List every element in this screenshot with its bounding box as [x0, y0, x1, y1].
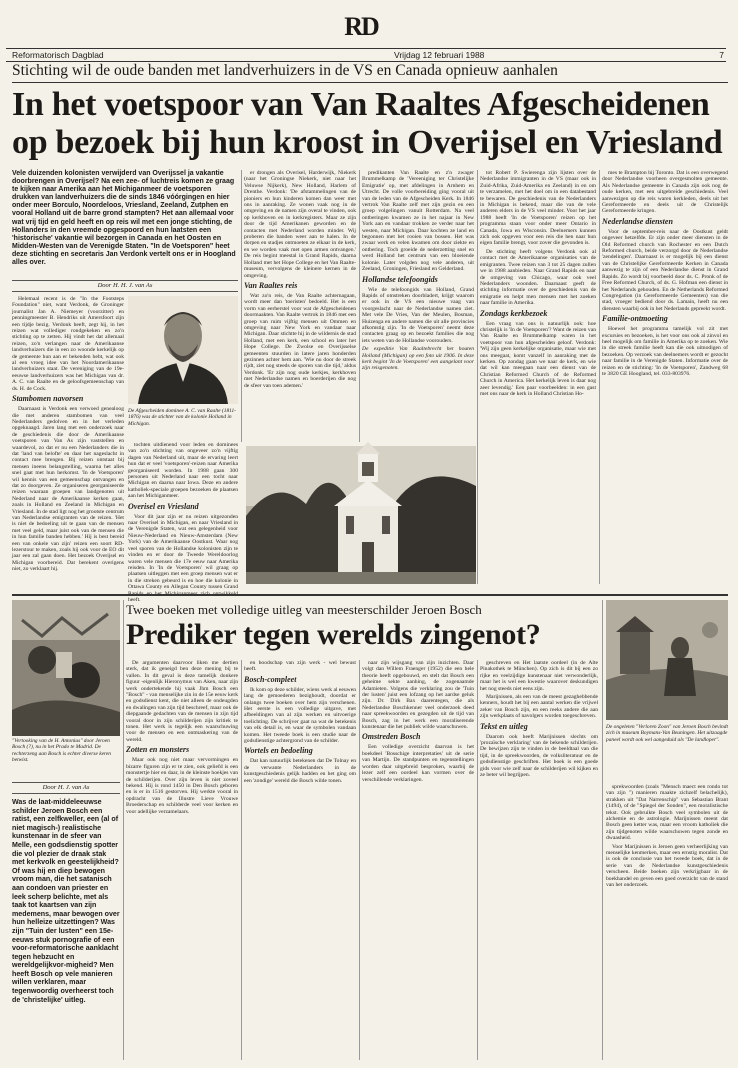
antonius-caption: "Vertooking van de H. Antonius" door Jeroen Bosch (?), nu in het Prado te Madrid. De rechterzeng aan Bosch is echter diverse keren betwist.	[12, 738, 111, 763]
article2-headline: Prediker tegen werelds zingenot?	[126, 618, 541, 651]
article1-column-5	[480, 170, 596, 584]
subheading: Wortels en bedoeling	[244, 746, 313, 756]
paragraph: Wat zo'n reis, de Van Raalte achternagaan, wordt meer dan 'toeristen' bedoeld. Het is een vorm van eerherstel voor wat de Afgescheidenen doormaakten. Van Raalte vertrok in 1846 met een groep van ruim vijftig mensen uit Ommen en omgeving naar New York en vandaar naar Michigan. Daar stichtte hij in de wildernis de stad Holland, met een kerk, een school en later het Hope College. De Zwolse en Overijsselse gemeenten stuurden in latere jaren honderden gezinnen achter hem aan. 'Wie nu door de streek rijdt, ziet nog steeds de sporen van die tijd,' aldus Verdonk. 'Er zijn nog oude kerkjes, kerkhoven met Nederlandse namen en boerderijen die nog de sfeer van toen ademen.'	[244, 292, 356, 389]
subheading: Zondags kerkbezoek	[480, 308, 548, 318]
article1-column-4	[362, 170, 474, 442]
article1-column-6	[602, 170, 728, 584]
paper-name: Reformatorisch Dagblad	[12, 50, 104, 60]
article2-column-4	[362, 660, 474, 1060]
photo-caption: De expeditie Van Raaltebrecht het houten Holland (Michigan) op een foto uit 1906. In deze kerk begint 'In de Voetsporen' een aangelant voor zijn reisgenoten.	[362, 346, 474, 372]
column-rule	[123, 600, 124, 1060]
subheading: Van Raaltes reis	[244, 280, 298, 290]
article2-column-6	[606, 784, 728, 1060]
paragraph: en boodschap van zijn werk - wel bewust heeft.	[244, 660, 356, 673]
article2-lead: Was de laat-middeleeuwse schilder Jeroen Bosch een ratist, een zelfkweller, een (al of niet magisch-) realistische kunstenaar in de sfeer van Melle, een godsdienstig spotter die vol plezier de draak stak met kerkvolk en geestelijkheid? Of was hij en diep bewogen vroom man, die het satanisch aan condoen van priester en leek scherp belichte, met als taak tot kaartsen van zijn medemens, maar bewogen over hun helleize uitzettingen? Was zijn "Tuin der lusten" een 15e-eeuws stuk pornografie of een voor-reformatorische aanklacht tegen hebzucht en wereldgelijkvor-migheid? Men heeft Bosch op vele manieren willen verklaren, maar tegenwoordig overheerst toch de 'christelijke' uitleg.	[12, 798, 120, 1004]
paragraph: Voor de september-reis naar de Oostkust geldt ongeveer hetzelfde. Er zijn onder meer diensten in de Old Reformed church van Rochester en een Dutch Reformed church, beide verzorgd door de Nederlandse 'zendelingen'. Daarnaast is er mogelijk bij een dienst van de Christelijke Gereformeerde Kerken in Canada aanwezig te zijn of een Nederlandse dienst in Grand Rapids. Zo wordt bij voorbeeld door ds. C. Pronk of de Free Reformed Church, of ds. G. Hofman een dienst in het Nederlands gehouden. En de Netherlands Reformed Congregation (in Gereformeerde Gemeenten) van die stad, vroeger bediend door ds. Lamain, heeft nu een diensten waarbij ook in het Nederlands gepreekt wordt.	[602, 228, 728, 312]
paragraph: tochten uitdienend voor leden en dominees van zo'n stichting van ongeveer zo'n vijftig dagen van Nederland uit, maar de ervaring leert hun dat er veel 'voetsporen'-reizen naar Amerika georganiseerd worden. In 1988 gaan 300 personen uit Nederland naar een tocht naar Michigan en daarna naar Iowa. Deze en andere katholiek-speciale groepen bezoeken de plaatsen aan het Michiganmeer.	[128, 442, 238, 500]
column-rule	[359, 170, 360, 442]
masthead-bar	[6, 48, 726, 62]
column-rule	[241, 170, 242, 442]
column-rule	[599, 170, 600, 584]
article1-headline-line2: op bezoek bij hun kroost in Overijsel en Vriesland	[12, 124, 723, 161]
paragraph: Wie de telefoongids van Holland, Grand Rapids of omstreken doorbladert, krijgt waarom er ook in de VS een nieuwe vaag van voorgeslacht naar de Nederlandse namen ziet. Met vele De Vries, Van der Meulen, Bosman, Huizenga en andere namen die uit alle provincies afkomstig zijn. 'In de Voetsporen' neemt deze contacten graag op en bezoekt families die nog iets weten van de Hollandse voorouders.	[362, 286, 474, 344]
column-rule	[241, 660, 242, 1060]
paragraph: mes te Brampton bij Toronto. Dat is een overwegend door Nederlandse voorheen overgesmolten gemeente. Als Nederlandse gemeente in Canada zijn ook nog de oude kerken, met een uitgebreide geschiedenis. Veel aanwezigen op die reis waren kerkleden, deels uit het Gereformeerde en deels uit de Christelijk Gereformeerde kringen.	[602, 170, 728, 215]
article1-byline: Door H. H. J. van As	[12, 280, 238, 292]
paragraph: Een volledige overzicht daarvan is het boekdeel 'Bosschige interpretaties' uit de serie van Martijn. De standpunten en tegenstellingen worden daar uitgebreid besproken, waarbij de lezer zelf een oordeel kan vormen over de verschillende verklaringen.	[362, 744, 474, 783]
article2-column-3	[244, 660, 356, 1060]
paragraph: Voor dit jaar zijn er nu reizen uitgezonden naar Overisel in Michigan, en naar Vriesland in de Verenigde Staten, wat een gelegenheid voor Nieuw-Nederland en Nieuw-Amsterdam (New York) van de Amerikaanse Oostkust. Waar nog veel sporen van de Hollandse kolonisten zijn te vinden en er door de Tweede Wereldoorlog waren vele mensen die 17e eeuw naar Amerika reisden. In 'In de Voetsporen' wil graag op plaatsen uitleggen met een groep mensen wat er in die streken gebeurd is en hoe die kolonie in Ottawa County en Allegan County tussen Grand Rapids en het Michiganmeer zich ontwikkeld heeft.	[128, 513, 238, 603]
newspaper-logo: RD	[344, 12, 378, 41]
article1-column-3	[244, 170, 356, 442]
subheading: Tekst en uitleg	[480, 721, 528, 731]
paragraph: Hoewel het programma tamelijk vol zit met excursies en bezoeken, is het voor ons ook al zinvol en heel mogelijk om familie in Amerika op te zoeken. Wie in die streek familie heeft kan die ook uitnodigen of bezoeken. Op verzoek van deelnemers wordt er gezocht naar familie in de Verenigde Staten. Informatie over de reizen en de stichting: 'In de Voetsporen', Zandweg 68 te 3820 GE Hoogland, tel. 033-803976.	[602, 326, 728, 377]
subheading: Nederlandse diensten	[602, 216, 673, 226]
portrait-caption: De Afgescheiden dominee A. C. van Raalte (1811-1876) was de stichter van de kolonie Holland in Michigan.	[128, 408, 236, 427]
subheading: Bosch-compleet	[244, 674, 297, 684]
column-rule	[477, 660, 478, 1060]
issue-date: Vrijdag 12 februari 1988	[394, 50, 485, 60]
prodigal-son-painting	[606, 600, 728, 720]
paragraph: naar zijn wijsgang van zijn inzichten. Daar volgt dan Willem Fraenger (1952) die een hele theorie heeft opgebouwd, en stelt dat Bosch een geheime sekte aanhing, de zogenaamde Adamieten. Volgens die verklaring zou de 'Tuin der lusten' juist een lofzang op het aardse geluk zijn. Dr. Dirk Bax daarentegen, die als Nederlandse Boschkenner veel onderzoek deed naar spreekwoorden en gezegden uit de tijd van Bosch, zag in het werk een moraliserende kunstenaar die het publiek wilde waarschuwen.	[362, 660, 474, 731]
article1-column-1	[12, 296, 124, 584]
van-raalte-portrait	[128, 296, 238, 404]
paragraph: Maar ook nog niet maar vervormingen en bizarre figuren zijn er te zien, ook geliefd is een monstertje hier en daar, in de kleinste hoekjes van de schilderijen. Over zijn leven is niet zoveel bekend. Hij is rond 1450 in Den Bosch geboren en is er in 1516 gestorven. Hij werkte vooral in opdracht van de Illustre Lieve Vrouwe Broederschap en schilderde veel voor kerken en voor adellijke verzamelaars.	[126, 757, 238, 815]
paragraph: Marijnissen, als een van de meest gezaghebbende kenners, houdt het bij een aantal werken die vrijwel zeker van Bosch zijn, en een reeks andere die aan zijn werkplaats of navolgers worden toegeschreven.	[480, 694, 598, 720]
article-divider	[12, 594, 728, 596]
subheading: Hollandse telefoongids	[362, 274, 438, 284]
article1-headline-line1: In het voetspoor van Van Raaltes Afgescheidenen	[12, 86, 710, 123]
paragraph: er drongen als Overisel, Harderwijk, Niekerk (naar het Groningse Niekerk, niet naar het Veluwse Nijkerk), New Holland, Harlem of Drenthe. Verdonk: 'De afstammelingen van de pioniers en hun kinderen komen dan weer met ons in aanraking. Ze wonen vaak nog in de omgeving en de namen zijn overal te vinden, ook op kerkhoven en in kerkregisters. Maar ze zijn door de tijd Amerikanen geworden en de contacten met Nederland worden minder. Wij proberen die banden weer aan te halen. In de dorpen en stadjes ontmoeten ze elkaar in de kerk, en we worden vaak met open armen ontvangen.' De reis begint meestal in Grand Rapids, daarna Holland met het Hope College en het Van Raalte-museum, vervolgens de kleinere kernen in de omgeving.	[244, 170, 356, 279]
article2-column-2	[126, 660, 238, 1060]
subheading: Zotten en monsters	[126, 745, 190, 755]
article2-column-5	[480, 660, 598, 1060]
paragraph: predikanten Van Raalte en z'n zwager Brummelkamp de 'Vereeniging ter Christelijke Emigratie' op, met afdelingen in Arnhem en Utrecht. De volle voorbereiding ging vooral uit van de leden van de Afgescheiden Kerk. In 1846 vertrok Van Raalte zelf met zijn gezin en een groep volgelingen vanuit Rotterdam. Na veel ontberingen kwamen ze in het najaar in New York aan en vandaar trokken ze verder naar het westen, naar Michigan. Daar kochten ze land en begonnen met het rooien van bossen. Het was zwaar werk en velen kwamen om door ziekte en ontbering. Toch groeide de nederzetting snel en werd Holland het centrum van een bloeiende kolonie. Later volgden nog vele anderen, uit Zeeland, Groningen, Friesland en Gelderland.	[362, 170, 474, 273]
column-rule	[477, 170, 478, 584]
paragraph: De stichting heeft volgens Verdonk ook al contact met de Amerikaanse organisaties van de emigranten. Twee reizen van 3 tot 25 dagen zullen we in 1988 aanbieden. Naar Grand Rapids en naar de omgeving van Chicago, waar ook veel Nederlanders woonden. Daarnaast geeft de stichting informatie over de geschiedenis van de emigratie en helpt men mensen met het zoeken naar familie in Amerika.	[480, 248, 596, 307]
column-rule	[359, 660, 360, 1060]
article1-column-2	[128, 442, 238, 603]
kicker-rule	[12, 82, 728, 83]
article2-kicker: Twee boeken met volledige uitleg van meesterschilder Jeroen Bosch	[126, 602, 482, 617]
page-number: 7	[719, 50, 724, 60]
article1-lead: Vele duizenden kolonisten verwijderd van Overijssel ja vakantie doorbrengen in Overijsel? Na een zee- of luchtreis komen ze graag te kijken naar Amerika aan het Michiganmeer de voetsporen drukken van landverhuizers die de sinds 1846 vóórgingen en hier onder meer Borculo, Noordeloos, Vriesland, Zeeland, Zutphen en vooral Holland uit de barre grond stampten? Het aan allemaal voor wat vrij tijd en geld heeft en op reis wil met een jonge stichting, de Hollanders in den vreemde opgespoord en hun laatsten een 'historische' vakantie wil bezorgen in Canada en het Oosten en Midden-Westen van de Verenigde Staten. "In de Voetsporen" heet deze stichting en secretaris Jan Verdonk vertelt ons er in Hoogland alles over.	[12, 170, 236, 267]
antonius-painting	[12, 600, 120, 736]
paragraph: Daarom ook heeft Marijnissen slechts om 'prozaïsche verklaring' van de bekende schilderijen. De bewijzen zijn te vinden in de beeldtaal van die tijd, in de spreekwoorden, de volksliteratuur en de godsdienstige geschriften. Het boek is een goede gids voor wie zelf naar de schilderijen wil kijken en ze beter wil begrijpen.	[480, 733, 598, 779]
article1-kicker: Stichting wil de oude banden met landverhuizers in de VS en Canada opnieuw aanhalen	[12, 62, 558, 79]
column-rule	[602, 600, 603, 1060]
paragraph: Dat kan natuurlijk betekenen dat De Tolnay en de verwante Nederlanders in de kunstgeschiedenis gelijk hadden en het ging om een 'zondige' wereld die Bosch wilde tonen.	[244, 758, 356, 784]
article2-byline: Door H. J. van As	[12, 782, 120, 794]
paragraph: Daarnaast is Verdonk een verwoed genealoog die met anderen stambomen van veel Nederlanders gedolven en in het verleden opgeknaagd. Jaren lang met een onderzoek naar de geschiedenis die door de Amerikaanse voetsporen van Van As zijn vaststellen en waardevol, zo dat er nu een Nederlanders die in dat 'land van belofte' en daar het nageslacht in contact mee brengen. Bij reizen ontstaat bij mensen ineens belangstelling, waarna het alles snel gaat met hun herkomst. 'In de Voetsporen' wil kennis van een gemeenschap ontvangen en dat zo doorgeven. Ze organiseren georganiseerde reizen waaraan groepen van landgenoten uit Nederland naar de Amerikaanse kerken gaan, zoals in Holland en Zeeland in Michigan en Vriesland. In de stad ligt nog het grootste centrum van Nederlandse emigranten van de reizen. 'Het is niet de bedoeling uit te gaan van de mensen met veel geld, maar juist ook van de mensen die in hun familie banden hebben.' Hij is best bereid een van onkele van zijn' reizen een soort RD-lezerstour te maken, zoals hij ook voor de EO dit jaar een zal gaan doen. Het bezoek Overijsel en Michigan voorbereid. Dat berekent overigens niet, zo verklaart hij.	[12, 406, 124, 573]
paragraph: Een vraag van ons is natuurlijk ook: hoe christelijk is 'In de Voetsporen'? Want de reizen van Van Raalte en Brummelkamp waren in het voetspoor van hun afgescheiden geloof. Verdonk: 'Wij zijn geen kerkelijke organisatie, maar wie met ons meegaat, komt vanzelf in aanraking met de kerken. Op zondag gaan we naar de kerk, en wie dat wil kan meegaan naar een dienst van de Christian Reformed Church of de Reformed Church in America. Het kerkelijk leven is daar nog zeer levendig.' Een paar voorbeelden: in een gast met ons naar de kerk in Holland Christian Ho-	[480, 320, 596, 397]
church-photo	[246, 446, 476, 584]
masthead	[6, 6, 726, 58]
subheading: Familie-ontmoeting	[602, 314, 668, 324]
subheading: Overisel en Vriesland	[128, 501, 199, 511]
subheading: Omstreden Bosch	[362, 732, 421, 742]
subheading: Stambomen navorsen	[12, 394, 84, 404]
paragraph: Helemaal recent is de "In the Footsteps Foundation" niet, want Verdonk, de Groninger journalist Jan A. Niemeyer (voorzitter) en penningmeester B. Hendriks uit Amersfoort zijn een tijdje bezig. Verdonk heeft, zegt hij, in het reizen wat vollediger rondgekeken en zo'n stichting op te zetten. Hij vindt het dat allemaal reizen, zo'n verlangen naar de Amerikaanse landverhuizers die in een zo woonde kerkelijk op de gemeente hun aan er bekenden hebt, wat ook al een vroeg idee van het Noordamerikaanse landverhuizers staat. De vereniging van de 19e-eeuwse landverhuizers was het Michigan van dr. A. C. van Raalte en de geloofsgemeenschap van ds. H. de Cock.	[12, 296, 124, 392]
paragraph: De argumenten daarvoor liken me dertien sterk, dat ik geneigd ben deze mening bij te vallen. In dit geval is deze tamelijk donkere figuur -eigenlijk Hieronymus van Aken, naar zijn werk ondertekende hij vaak Jhm Bosch een "Bosch" - van menselijke zin in de 15e eeuw kerk en godsdienst kent, die niet alleen de ondeugden en dwalingen van zijn tijd beschreef, maar ook de diepgaande gedachten van de mensen in zijn tijd vooral door in zijn schilderijen zijn kritiek te tonen. Het werk is tegelijk een waarschuwing voor de mensen en een ontmaskering van de wereld.	[126, 660, 238, 743]
paragraph: geschreven en Het laatste oordeel (in de Alte Pinakothek te München). Op zich is dit bij een zo rijke en veelzijdige kunstenaar niet verwonderlijk, maar het is wel een kwestie waarover deskundigen het nog steeds niet eens zijn.	[480, 660, 598, 692]
paragraph: tot Robert P. Swierenga zijn lijsten over de Nederlandse immigranten in de VS (maar ook in Zuid-Afrika, Zuid-Amerika en Zeeland) in en om te verzamelen, met het doel om in een databestand te bewaren. De geschiedenis van de Nederlanders in Michigan is bekend, maar die van de vele anderen elders in de VS veel minder. Voor het jaar 1988 heeft 'In de Voetsporen' reizen op het programma staan voor onder meer Ontario in Canada, Iowa en Wisconsin. Deelnemers kunnen zich ook opgeven voor een reis die hen naar hun eigen familie brengt, voor zover die gevonden is.	[480, 170, 596, 247]
paragraph: Voor Marijnissen is Jeroen geen verheerlijking van menselijke kenmerken, maar een ernstig moralist. Dat is ook de conclusie van het tweede boek, dat in de serie van de Nederlandse kunstgeschiedenis verscheen. Beide boeken zijn verkrijgbaar in de boekhandel en geven een goed overzicht van de stand van het onderzoek.	[606, 843, 728, 889]
paragraph: sprekwoorden (zoals "Mensch maect een rondo tot van zijn ") manieren maakte zichzelf belachelijk), strakken uit "Dat Narrenschip" van Sebastian Brant (1494), of de "Spiegel der Sonden", een moralistische tekst. Ook gebruikte Bosch veel symbolen uit de alchemie en de astrologie. Marijnissen meent dat Bosch geen ketter was, maar een vroom katholiek die zijn tijdgenoten wilde waarschuwen tegen zonde en dwaasheid.	[606, 784, 728, 842]
paragraph: Ik kom op deze schilder, wiens werk al eeuwen lang de gemoederen bezighoudt, doordat er onlangs twee boeken over hem zijn verschenen. Het eerste is een volledige uitgave, met afbeeldingen van al zijn werken en uitvoerige toelichting. De schrijver gaat na wat de betekenis van elk detail is, en waar de symbolen vandaan komen. Het tweede boek is een studie naar de godsdienstige achtergrond van de schilder.	[244, 686, 356, 745]
prodigal-son-caption: De ongeleten "Verloren Zoon" van Jeroen Bosch bevindt zich in museum Boymans-Van Beuningen. Het uitzaagde paneel wordt ook wel aangeduid als "De landloper".	[606, 724, 728, 743]
